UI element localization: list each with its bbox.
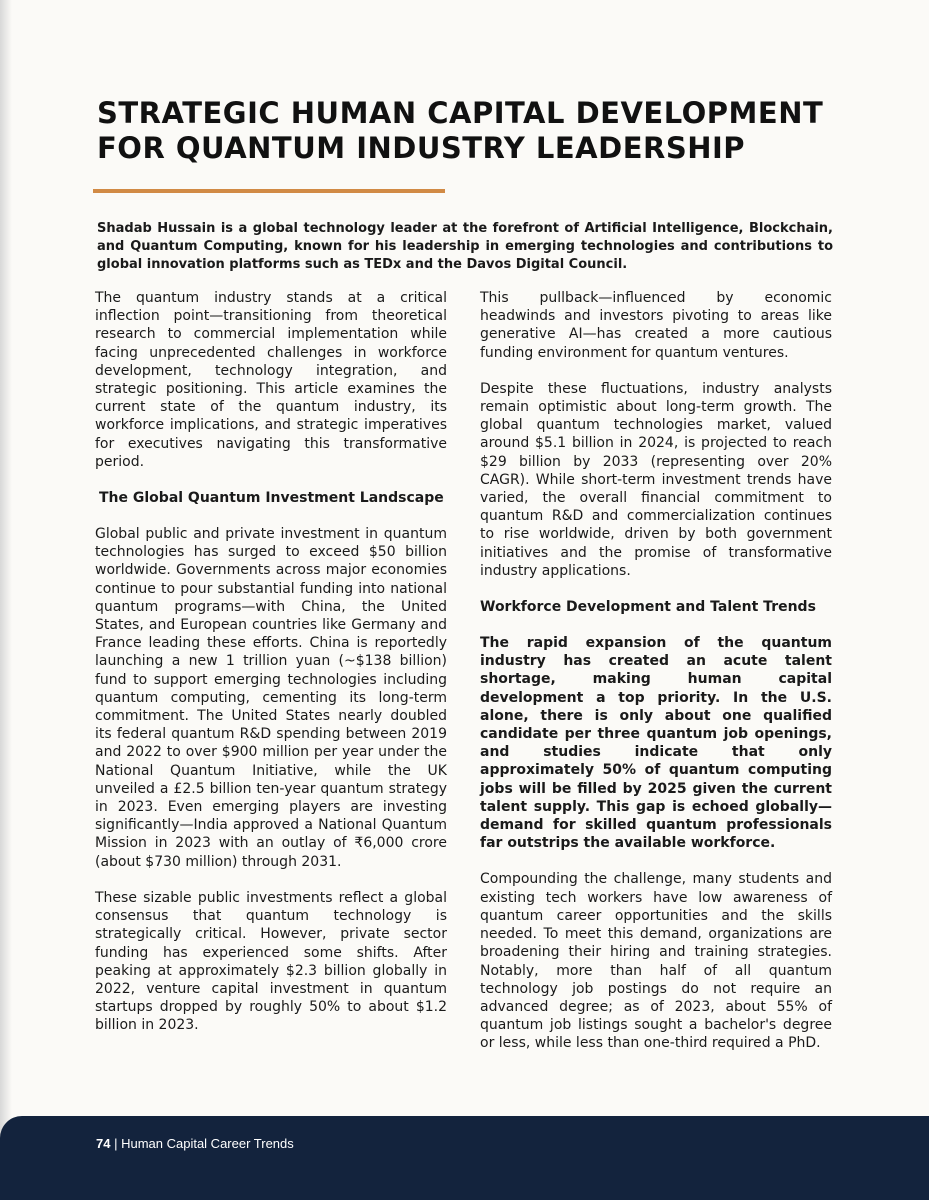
author-intro: Shadab Hussain is a global technology leader at the forefront of Artificial Intelligence, Blockchain, and Quantum Computing, known for his leadership in emerging technologies and contributions to global innovation platforms such as TEDx and the Davos Digital Council. (97, 221, 833, 272)
paragraph: Compounding the challenge, many students and existing tech workers have low awareness of quantum career opportunities and the skills needed. To meet this demand, organizations are broadening their hiring and training strategies. Notably, more than half of all quantum technology job postings do not require an advanced degree; as of 2023, about 55% of quantum job listings sought a bachelor's degree or less, while less than one-third required a PhD. (480, 871, 832, 1052)
paragraph: The quantum industry stands at a critical inflection point—transitioning from theoretical research to commercial implementation while facing unprecedented challenges in workforce development, technology integration, and strategic positioning. This article examines the current state of the quantum industry, its workforce implications, and strategic imperatives for executives navigating this transformative period. (95, 290, 447, 470)
section-heading: Workforce Development and Talent Trends (480, 599, 816, 616)
paragraph: Despite these fluctuations, industry analysts remain optimistic about long-term growth. The global quantum technologies market, valued around $5.1 billion in 2024, is projected to reach $29 billion by 2033 (representing over 20% CAGR). While short-term investment trends have varied, the overall financial commitment to quantum R&D and commercialization continues to rise worldwide, driven by both government initiatives and the promise of transformative industry applications. (480, 380, 832, 579)
footer-separator: | (110, 1136, 122, 1151)
article-title: STRATEGIC HUMAN CAPITAL DEVELOPMENT FOR QUANTUM INDUSTRY LEADERSHIP (97, 96, 824, 165)
page-footer (0, 1116, 929, 1200)
highlighted-paragraph: The rapid expansion of the quantum industry has created an acute talent shortage, making human capital development a top priority. In the U.S. alone, there is only about one qualified candidate per three quantum job openings, and studies indicate that only approximately 50% of quantum computing jobs will be filled by 2025 given the current talent supply. This gap is echoed globally—demand for skilled quantum professionals far outstrips the available workforce. (480, 635, 832, 852)
paragraph: Global public and private investment in quantum technologies has surged to exceed $50 billion worldwide. Governments across major economies continue to pour substantial funding into national quantum programs—with China, the United States, and European countries like Germany and France leading these efforts. China is reportedly launching a new 1 trillion yuan (~$138 billion) fund to support emerging technologies including quantum computing, cementing its long-term commitment. The United States nearly doubled its federal quantum R&D spending between 2019 and 2022 to over $900 million per year under the National Quantum Initiative, while the UK unveiled a £2.5 billion ten-year quantum strategy in 2023. Even emerging players are investing significantly—India approved a National Quantum Mission in 2023 with an outlay of ₹6,000 crore (about $730 million) through 2031. (95, 526, 447, 870)
title-underline (93, 189, 445, 193)
paragraph: This pullback—influenced by economic headwinds and investors pivoting to areas like generative AI—has created a more cautious funding environment for quantum ventures. (480, 290, 832, 361)
section-heading: The Global Quantum Investment Landscape (99, 490, 444, 507)
footer-text (96, 1136, 294, 1151)
left-column (95, 289, 447, 1053)
publication-name: Human Capital Career Trends (121, 1136, 294, 1151)
page-number: 74 (96, 1136, 111, 1151)
right-column (480, 289, 832, 1071)
page-edge-shadow (0, 0, 12, 1200)
paragraph: These sizable public investments reflect a global consensus that quantum technology is strategically critical. However, private sector funding has experienced some shifts. After peaking at approximately $2.3 billion globally in 2022, venture capital investment in quantum startups dropped by roughly 50% to about $1.2 billion in 2023. (95, 889, 447, 1034)
